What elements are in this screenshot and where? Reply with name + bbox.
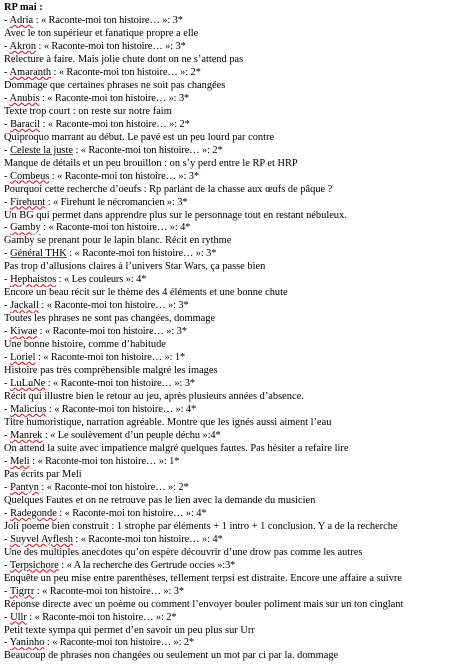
review-entry [4,67,470,80]
review-comment: Avec le ton supérieur et fanatique propre a elle [4,27,199,39]
story-title-and-rating: : « Raconte-moi ton histoire… »: 3* [34,585,184,597]
bullet-dash: - [4,352,11,364]
author-name: Baracil [10,118,41,130]
document-body [4,2,470,663]
bullet-dash: - [4,507,11,519]
author-name: Gamby [10,222,41,234]
review-comment: Une des multiples anecdotes qu’on espère découvrir d’une drow pas comme les autres [4,546,363,558]
review-entry [4,612,470,625]
review-comment: Titre humoristique, narration agréable. Montre que les ignés aussi aiment l’eau [4,417,332,428]
bullet-dash: - [4,274,11,286]
author-name: Kiwae [10,326,38,338]
review-entry [4,404,470,417]
author-name: Akron [9,40,37,52]
review-entry [4,352,470,365]
bullet-dash: - [4,170,11,182]
review-comment: Dommage que certaines phrases ne soit pas changées [4,79,226,91]
story-title-and-rating: : « A la recherche des Gertrude occies »:3* [58,559,236,571]
story-title-and-rating: : « Raconte-moi ton histoire… »: 3* [39,92,190,104]
review-comment: Petit texte sympa qui permet d’en savoir un peu plus sur Urr [4,624,255,636]
bullet-dash: - [4,481,11,493]
review-entry [4,274,470,287]
author-name: Malicius [10,404,47,416]
bullet-dash: - [4,611,11,623]
review-comment: Toutes les phrases ne sont pas changées, dommage [4,313,216,325]
author-name: Meli [10,455,30,467]
story-title-and-rating: : « Raconte-moi ton histoire… »: 2* [38,481,189,493]
bullet-dash: - [4,559,10,571]
story-title-and-rating: : « Raconte-moi ton histoire… »: 2* [26,611,177,623]
bullet-dash: - [4,326,11,338]
story-title-and-rating: : « Les couleurs »: 4* [56,274,147,286]
bullet-dash: - [4,144,11,156]
story-title-and-rating: : « Raconte-moi ton histoire… »: 3* [33,14,183,26]
bullet-dash: - [4,429,11,441]
review-entry [4,119,470,132]
bullet-dash: - [4,585,10,597]
author-name: Anubis [9,92,40,104]
review-entry [4,534,470,547]
review-comment: Relecture à faire. Mais jolie chute dont on ne s’attend pas [4,53,244,65]
story-title-and-rating: : « Raconte-moi ton histoire… »: 3* [36,40,186,52]
review-comment: Texte trop court : on reste sur notre faim [4,105,172,117]
review-entry [4,222,470,235]
author-name: LuLuNe [10,378,46,390]
bullet-dash: - [4,66,10,78]
review-comment: Pourquoi cette recherche d’oeufs : Rp parlant de la chasse aux œufs de pâque ? [4,183,333,195]
story-title-and-rating: : « Raconte-moi ton histoire… »: 3* [37,326,187,338]
story-title-and-rating: : « Raconte-moi ton histoire… »: 4* [46,404,197,416]
review-entry [4,560,470,573]
author-name: Terpsichore [9,559,59,571]
review-comment: Histoire pas très compréhensible malgré les images [4,365,218,377]
review-entry [4,197,470,210]
review-entry [4,41,470,54]
bullet-dash: - [4,40,10,52]
author-name: Jackall [10,300,39,312]
review-comment: Pas trop d’allusions claires à l’univers Star Wars, ça passe bien [4,261,266,273]
review-comment: On attend la suite avec impatience malgré quelques fautes. Pas hésiter a refaire lire [4,442,349,454]
story-title-and-rating: : « Raconte-moi ton histoire… »: 3* [66,248,217,260]
story-title-and-rating: : « Le soulèvement d’un peuple déchu »:4* [42,429,221,441]
author-name: Yaninho [9,637,45,649]
review-entry [4,93,470,106]
author-name: Tigrrr [9,585,35,597]
bullet-dash: - [4,118,11,130]
bullet-dash: - [4,378,11,390]
review-comment: Encore un beau récit sur le thème des 4 éléments et une bonne chute [4,287,288,299]
review-comment: Gamby se prenant pour le lapin blanc. Récit en rythme [4,235,232,247]
author-name: Suyvel Ayflesh [10,533,73,545]
author-name: Celeste la juste [10,144,73,156]
author-name: Firehunt [10,196,46,208]
author-name: Amaranth [9,66,52,78]
bullet-dash: - [4,248,11,260]
author-name: Général THK [10,248,67,260]
author-name: Ullr [10,611,27,623]
review-entry [4,586,470,599]
review-entry [4,145,470,158]
story-title-and-rating: : « Raconte-moi ton histoire… »: 1* [29,455,180,467]
bullet-dash: - [4,14,10,26]
review-entry [4,300,470,313]
author-name: Pantyn [10,481,39,493]
story-title-and-rating: : « Raconte-moi ton histoire… »: 4* [72,533,223,545]
story-title-and-rating: : « Raconte-moi ton histoire… »: 2* [44,637,195,649]
bullet-dash: - [4,637,10,649]
review-entry [4,378,470,391]
author-name: Combeus [10,170,50,182]
story-title-and-rating: : « Raconte-moi ton histoire… »: 2* [51,66,201,78]
story-title-and-rating: : « Raconte-moi ton histoire… »: 3* [45,378,195,390]
story-title-and-rating: : « Raconte-moi ton histoire… »: 2* [40,118,190,130]
story-title-and-rating: : « Raconte-moi ton histoire… »: 1* [35,352,186,364]
story-title-and-rating: : « Raconte-moi ton histoire… »: 4* [40,222,191,234]
author-name: Radegonde [10,507,57,519]
review-entry [4,326,470,339]
review-entry [4,456,470,469]
story-title-and-rating: : « Raconte-moi ton histoire… »: 3* [38,300,189,312]
story-title-and-rating: : « Raconte-moi ton histoire… »: 4* [56,507,207,519]
review-comment: Pas écrits par Meli [4,468,82,480]
review-comment: Réponse directe avec un poème ou comment l’envoyer bouler poliment mais sur un ton cinglant [4,598,404,610]
review-list [4,15,470,663]
review-comment: Quiproquo marrant au début. Le pavé est un peu lourd par contre [4,131,275,143]
author-name: Manrek [10,429,43,441]
review-comment: Manque de détails et un peu brouillon : on s’y perd entre le RP et HRP [4,157,298,169]
bullet-dash: - [4,196,11,208]
document-title: RP mai : [4,2,43,13]
review-entry [4,508,470,521]
author-name: Loriel [10,352,36,364]
review-entry [4,248,470,261]
bullet-dash: - [4,404,11,416]
story-title-and-rating: : « Firehunt le nécromancien »: 3* [45,196,188,208]
review-comment: Beaucoup de phrases non changées ou seulement un mot par ci par la. dommage [4,650,339,662]
story-title-and-rating: : « Raconte-moi ton histoire… »: 3* [49,170,199,182]
bullet-dash: - [4,455,11,467]
review-comment: Quelques Fautes et on ne retrouve pas le lien avec la demande du musicien [4,494,316,506]
review-comment: Enquête un peu mise entre parenthèses, tellement terpsi est distraite. Encore une affaire a suivre [4,572,402,584]
review-entry [4,482,470,495]
review-comment: Une bonne histoire, comme d’habitude [4,339,166,351]
review-entry [4,637,470,650]
review-comment: Joli poeme bien construit : 1 strophe par éléments + 1 intro + 1 conclusion. Y a de la recherche [4,520,398,532]
bullet-dash: - [4,92,10,104]
bullet-dash: - [4,222,11,234]
review-entry [4,171,470,184]
review-comment: Récit qui illustre bien le retour au jeu, après plusieurs années d’absence. [4,391,304,403]
story-title-and-rating: : « Raconte-moi ton histoire… »: 2* [72,144,223,156]
bullet-dash: - [4,300,11,312]
review-comment: Un BG qui permet dans apprendre plus sur le personnage tout en restant nébuleux. [4,209,347,221]
author-name: Hephaistos [10,274,57,286]
author-name: Adria [9,14,34,26]
review-entry [4,430,470,443]
bullet-dash: - [4,533,11,545]
review-entry [4,15,470,28]
